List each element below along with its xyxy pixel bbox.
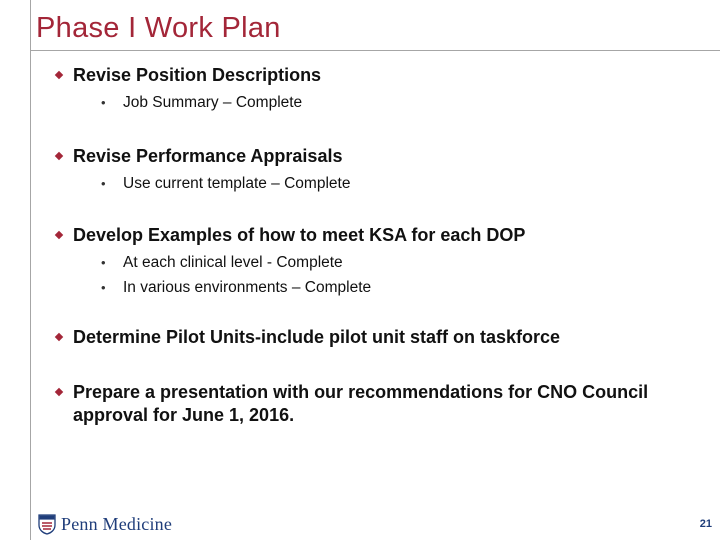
sub-bullet-item (73, 171, 696, 196)
diamond-bullet-icon (55, 152, 63, 160)
sub-bullet-text: At each clinical level - Complete (123, 254, 343, 271)
sub-bullet-list (73, 171, 696, 196)
bullet-text: Revise Position Descriptions (73, 65, 322, 85)
dot-bullet-icon: • (101, 95, 106, 110)
dot-bullet-icon: • (101, 176, 106, 191)
bullet-item (56, 326, 696, 349)
sub-bullet-text: In various environments – Complete (123, 279, 372, 296)
logo-text: Penn Medicine (61, 513, 173, 534)
sub-bullet-item (73, 250, 696, 275)
sub-bullet-text: Job Summary – Complete (123, 94, 303, 111)
bullet-item (56, 64, 696, 115)
diamond-bullet-icon (55, 71, 63, 79)
diamond-bullet-icon (55, 333, 63, 341)
bullet-text: Determine Pilot Units-include pilot unit staff on taskforce (73, 327, 561, 347)
bullet-text: Develop Examples of how to meet KSA for each DOP (73, 225, 526, 245)
sub-bullet-item (73, 275, 696, 300)
slide-title: Phase I Work Plan (36, 12, 281, 44)
shield-icon (38, 514, 56, 535)
penn-medicine-logo (38, 513, 172, 535)
page-number: 21 (699, 518, 712, 530)
dot-bullet-icon: • (101, 255, 106, 270)
bullet-text: Revise Performance Appraisals (73, 146, 343, 166)
bullet-item (56, 381, 696, 427)
title-underline-rule (30, 50, 720, 51)
dot-bullet-icon: • (101, 280, 106, 295)
sub-bullet-list (73, 250, 696, 300)
bullet-item (56, 224, 696, 300)
diamond-bullet-icon (55, 231, 63, 239)
bullet-list (56, 62, 696, 427)
bullet-item (56, 145, 696, 196)
sub-bullet-list (73, 90, 696, 115)
left-vertical-rule (30, 0, 31, 540)
sub-bullet-item (73, 90, 696, 115)
sub-bullet-text: Use current template – Complete (123, 175, 351, 192)
diamond-bullet-icon (55, 388, 63, 396)
bullet-text: Prepare a presentation with our recommendations for CNO Council approval for June 1, 2016. (73, 382, 649, 425)
